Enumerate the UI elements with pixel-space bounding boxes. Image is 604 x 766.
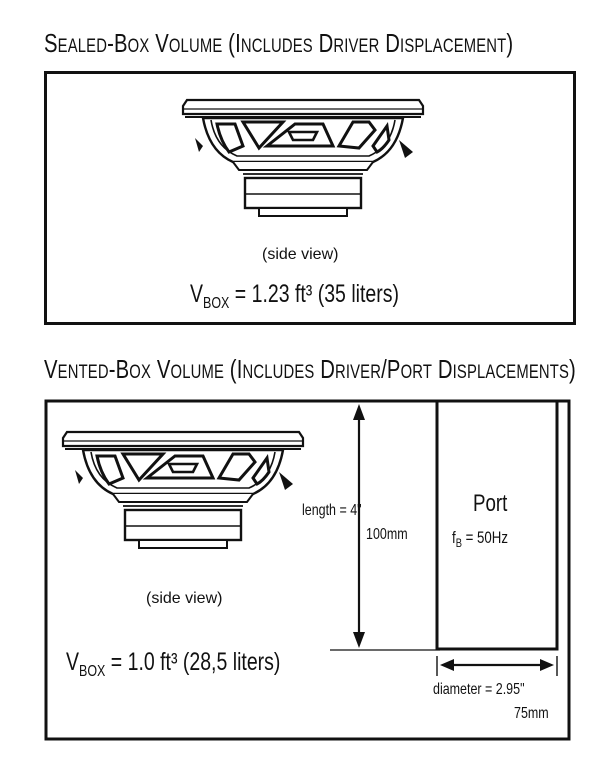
vented-title-part: D [314, 354, 336, 384]
sealed-speaker-icon [183, 100, 423, 216]
vented-vbox-formula [66, 648, 341, 681]
vented-title-part: /P [381, 354, 401, 384]
sealed-title-part: ) [506, 28, 514, 58]
diameter-label: diameter = 2.95" [433, 681, 525, 698]
sealed-title-part: EALED [57, 36, 108, 57]
sealed-title-part: D [312, 28, 334, 58]
length-arrow-head-top [353, 404, 365, 420]
vented-title-part: (I [223, 354, 243, 384]
sealed-title-part: OX [127, 36, 150, 57]
sealed-title-part: RIVER [333, 36, 380, 57]
vented-vbox-value: = 1.0 ft³ (28,5 liters) [110, 648, 281, 676]
sealed-title-part: (I [222, 28, 241, 58]
vented-title-part: NCLUDES [242, 362, 315, 383]
vented-vbox-symbol: V [66, 648, 80, 676]
diameter-arrow-head-right [540, 659, 554, 671]
vented-speaker-icon [63, 432, 303, 548]
sealed-view-label: (side view) [262, 246, 339, 263]
vented-title-part: -B [108, 354, 130, 384]
vented-title-part: ) [569, 354, 576, 384]
port-label: Port [473, 490, 508, 517]
vented-title-part: OLUME [170, 362, 224, 383]
sealed-vbox-value: = 1.23 ft³ (35 liters) [234, 280, 399, 308]
vented-title-part: V [44, 354, 58, 384]
vented-vbox-subscript: BOX [79, 663, 106, 680]
vented-view-label: (side view) [146, 590, 223, 607]
vented-title-part: OX [129, 362, 152, 383]
length-label: length = 4" [302, 502, 362, 519]
diameter-arrow-head-left [440, 659, 454, 671]
port-rectangle [437, 401, 557, 649]
port-frequency: $f_B = 50Hz$ [452, 528, 509, 550]
diameter-mm-label: 75mm [514, 705, 549, 722]
vented-title-part: ORT [400, 362, 433, 383]
sealed-title-part: ISPLACEMENT [400, 36, 507, 57]
vented-title-part: V [151, 354, 171, 384]
sealed-vbox-symbol: V [190, 280, 204, 308]
sealed-title-part: NCLUDES [240, 36, 313, 57]
length-mm-label: 100mm [366, 526, 408, 543]
vented-box-title [44, 354, 604, 385]
length-arrow-head-bottom [353, 632, 365, 648]
vented-title-part: RIVER [335, 362, 382, 383]
sealed-vbox-subscript: BOX [203, 295, 230, 312]
sealed-vbox-formula [190, 280, 458, 313]
sealed-title-part: D [379, 28, 401, 58]
sealed-title-part: V [149, 28, 169, 58]
sealed-title-part: -B [107, 28, 128, 58]
sealed-title-part: S [44, 28, 58, 58]
vented-title-part: D [432, 354, 453, 384]
vented-title-part: ISPLACEMENTS [452, 362, 570, 383]
sealed-title-part: OLUME [168, 36, 223, 57]
vented-title-part: ENTED [57, 362, 109, 383]
